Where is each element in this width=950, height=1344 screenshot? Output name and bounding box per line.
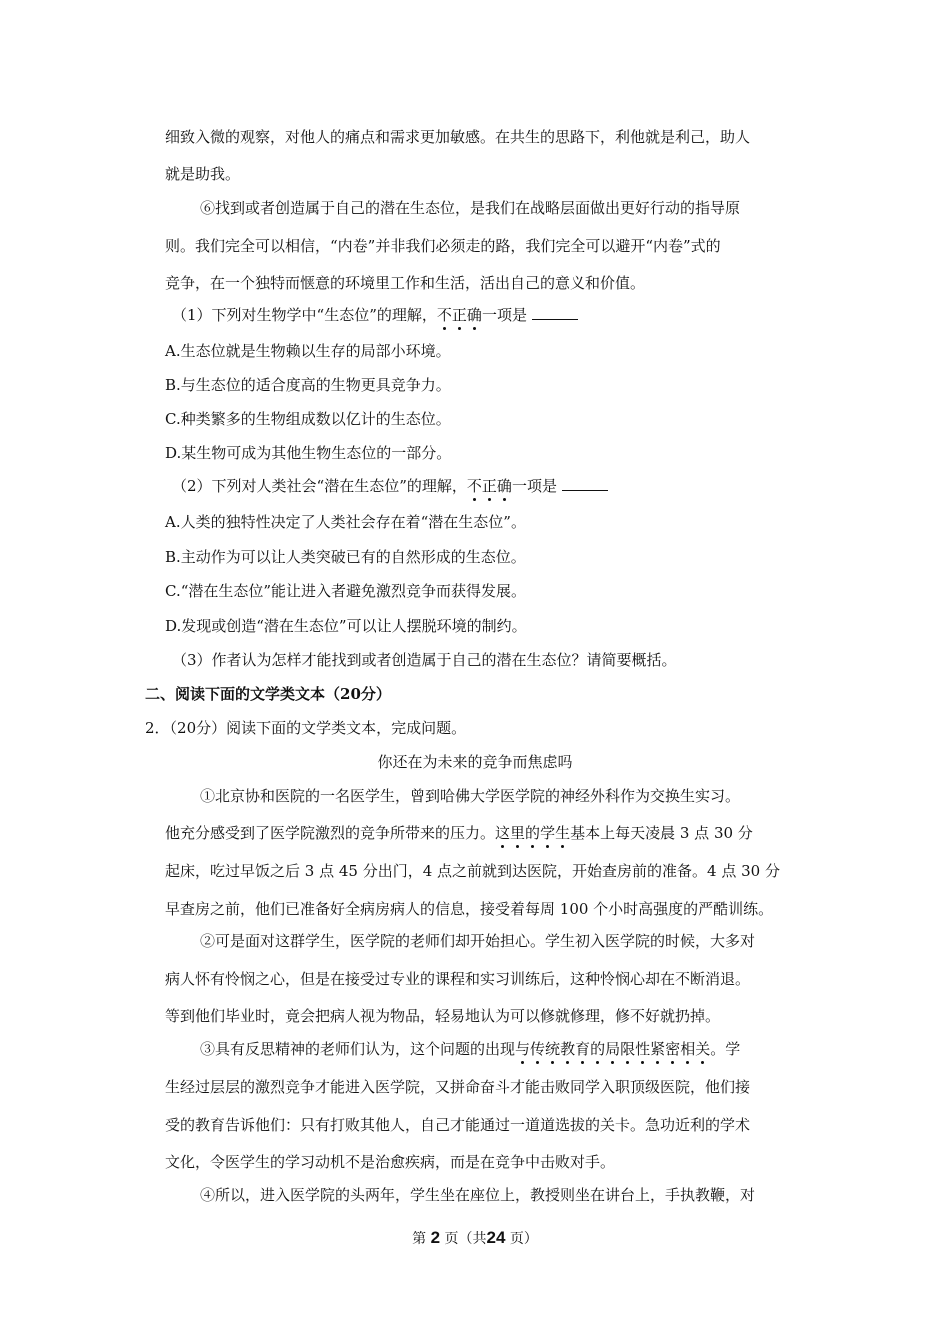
question-2-option-b: B.主动作为可以让人类突破已有的自然形成的生态位。 [165,548,526,566]
question-2-stem-text: 一项是 [511,477,557,495]
question-1-stem-text: （1）下列对生物学中“生态位”的理解， [172,306,437,324]
emphasis-char: 性 [635,1040,651,1058]
question-2-heading: 2．（20分）阅读下面的文学类文本，完成问题。 [145,719,467,737]
footer-text: 页） [509,1231,538,1247]
question-1-option-a: A.生态位就是生物赖以生存的局部小环境。 [165,342,451,360]
essay-text: 他充分感受到了医学院激烈的竞争所带来的压力。 [165,824,496,842]
question-2-option-d: D.发现或创造“潜在生态位”可以让人摆脱环境的制约。 [165,617,527,635]
question-1-option-b: B.与生态位的适合度高的生物更具竞争力。 [165,376,451,394]
emphasis-char: 与 [515,1040,531,1058]
emphasis-char: 不 [436,306,452,324]
emphasis-char: 育 [575,1040,591,1058]
essay-paragraph-1-line: 起床，吃过早饭之后 3 点 45 分出门，4 点之前就到达医院，开始查房前的准备。4 点 30 分 [165,862,780,880]
emphasis-char: 关 [695,1040,711,1058]
essay-paragraph-1-line [165,823,753,843]
essay-paragraph-3-line: 受的教育告诉他们：只有打败其他人，自己才能通过一道道选拔的关卡。急功近利的学术 [165,1116,751,1134]
paragraph-5-line: 就是助我。 [165,165,241,183]
page-total: 24 [486,1228,506,1247]
emphasis-char: 确 [496,477,512,495]
emphasis-char: 生 [555,824,571,842]
answer-blank[interactable] [532,305,578,320]
essay-paragraph-2-line: ②可是面对这群学生，医学院的老师们却开始担心。学生初入医学院的时候，大多对 [200,932,756,950]
question-2-stem [172,476,608,496]
essay-paragraph-3-line: 生经过层层的激烈竞争才能进入医学院，又拼命奋斗才能击败同学入职顶级医院，他们接 [165,1078,751,1096]
essay-text: ③具有反思精神的老师们认为，这个问题的出现 [200,1040,516,1058]
emphasis-char: 紧 [650,1040,666,1058]
page-footer [0,1228,950,1248]
essay-paragraph-2-line: 等到他们毕业时，竟会把病人视为物品，轻易地认为可以修就修理，修不好就扔掉。 [165,1007,721,1025]
emphasis-char: 正 [481,477,497,495]
essay-title: 你还在为未来的竞争而焦虑吗 [377,753,573,771]
question-1-option-c: C.种类繁多的生物组成数以亿计的生态位。 [165,410,451,428]
essay-paragraph-1-line: 早查房之前，他们已准备好全病房病人的信息，接受着每周 100 个小时高强度的严酷训练。 [165,900,774,918]
emphasis-char: 不 [466,477,482,495]
emphasis-char: 里 [510,824,526,842]
question-1-stem-text: 一项是 [481,306,527,324]
paragraph-6-line: 竞争，在一个独特而惬意的环境里工作和生活，活出自己的意义和价值。 [165,274,646,292]
footer-text: 页（共 [444,1231,487,1247]
paragraph-5-line: 细致入微的观察，对他人的痛点和需求更加敏感。在共生的思路下，利他就是利己，助人 [165,128,751,146]
paragraph-6-line: 则。我们完全可以相信，“内卷”并非我们必须走的路，我们完全可以避开“内卷”式的 [165,237,721,255]
question-1-option-d: D.某生物可成为其他生物生态位的一部分。 [165,444,452,462]
emphasis-char: 学 [540,824,556,842]
question-2-option-a: A.人类的独特性决定了人类社会存在着“潜在生态位”。 [165,513,526,531]
section-heading: 二、阅读下面的文学类文本（20分） [145,685,391,703]
essay-paragraph-2-line: 病人怀有怜悯之心，但是在接受过专业的课程和实习训练后，这种怜悯心却在不断消退。 [165,970,751,988]
answer-blank[interactable] [562,476,608,491]
emphasis-char: 限 [620,1040,636,1058]
emphasis-char: 的 [525,824,541,842]
question-2-stem-text: （2）下列对人类社会“潜在生态位”的理解， [172,477,467,495]
essay-text: 。学 [710,1040,741,1058]
emphasis-char: 密 [665,1040,681,1058]
paragraph-6-line: ⑥找到或者创造属于自己的潜在生态位，是我们在战略层面做出更好行动的指导原 [200,199,741,217]
emphasis-char: 这 [495,824,511,842]
emphasis-char: 确 [466,306,482,324]
emphasis-char: 局 [605,1040,621,1058]
question-2-option-c: C.“潜在生态位”能让进入者避免激烈竞争而获得发展。 [165,582,527,600]
emphasis-char: 传 [530,1040,546,1058]
footer-text: 第 [412,1231,427,1247]
emphasis-char: 的 [590,1040,606,1058]
essay-text: 基本上每天凌晨 3 点 30 分 [570,824,753,842]
essay-paragraph-4-line: ④所以，进入医学院的头两年，学生坐在座位上，教授则坐在讲台上，手执教鞭，对 [200,1186,756,1204]
question-3-stem: （3）作者认为怎样才能找到或者创造属于自己的潜在生态位？请简要概括。 [172,651,677,669]
emphasis-char: 统 [545,1040,561,1058]
question-1-stem [172,305,578,325]
essay-paragraph-3-line: 文化，令医学生的学习动机不是治愈疾病，而是在竞争中击败对手。 [165,1153,616,1171]
page-number: 2 [430,1228,441,1247]
essay-paragraph-1-line: ①北京协和医院的一名医学生，曾到哈佛大学医学院的神经外科作为交换生实习。 [200,787,741,805]
essay-paragraph-3-line [200,1039,740,1059]
emphasis-char: 相 [680,1040,696,1058]
emphasis-char: 教 [560,1040,576,1058]
emphasis-char: 正 [451,306,467,324]
